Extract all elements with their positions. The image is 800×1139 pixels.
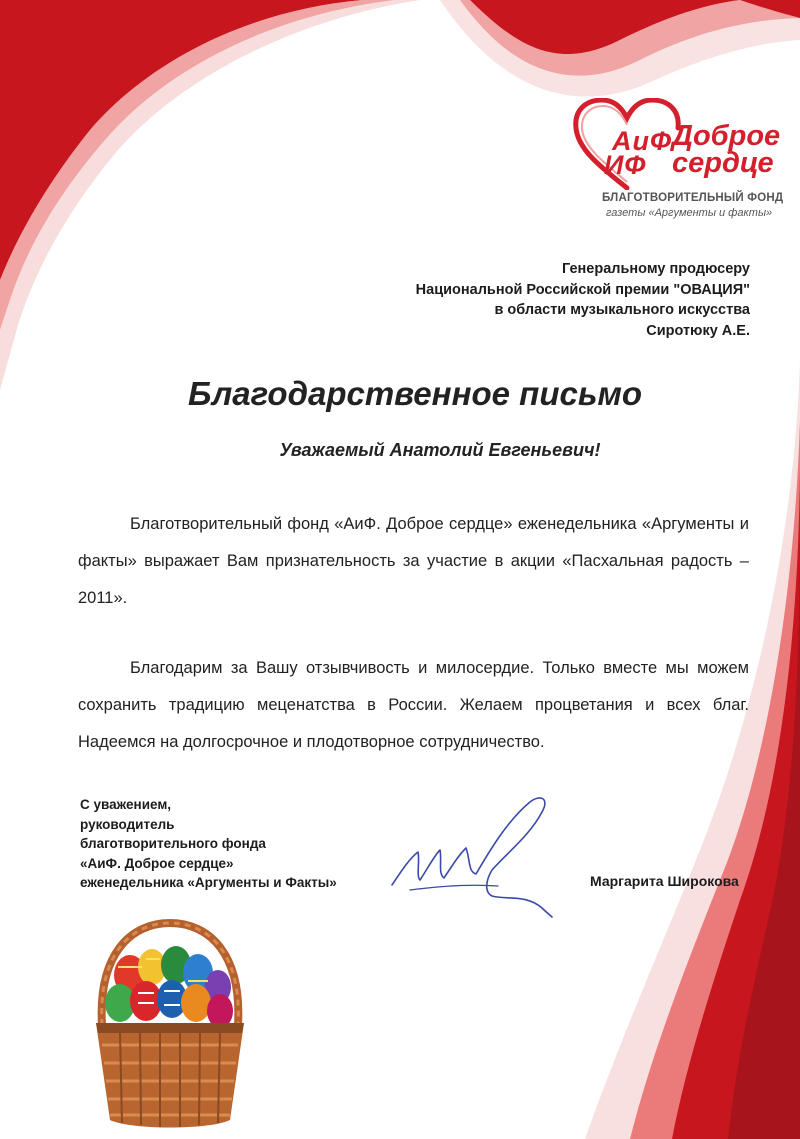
handwritten-signature (380, 790, 560, 920)
foundation-logo (572, 92, 794, 222)
logo-mark-bottom: ИФ (604, 150, 647, 180)
closing-line: «АиФ. Доброе сердце» (80, 855, 234, 871)
closing-line: С уважением, (80, 797, 172, 812)
logo-subtitle-newspaper: газеты «Аргументы и факты» (606, 207, 773, 219)
letter-paragraph-1: Благотворительный фонд «АиФ. Доброе сердце» еженедельника «Аргументы и факты» выражает Вам признательность за участие в акции «Пасхальная радость – 2011». (78, 515, 749, 607)
letter-paragraph-2: Благодарим за Вашу отзывчивость и милосердие. Только вместе мы можем сохранить традицию меценатства в России. Желаем процветания и всех благ. Надеемся на долгосрочное и плодотворное сотрудничество. (78, 659, 749, 751)
recipient-name: Сиротюку А.Е. (646, 322, 750, 339)
signer-name: Маргарита Широкова (590, 873, 739, 889)
closing-line: благотворительного фонда (80, 836, 266, 851)
recipient-line: в области музыкального искусства (494, 302, 750, 318)
closing-block (80, 795, 337, 893)
closing-line: еженедельника «Аргументы и Факты» (80, 875, 337, 890)
logo-brand-line1: Доброе (672, 120, 781, 152)
closing-line: руководитель (80, 816, 175, 832)
logo-subtitle: БЛАГОТВОРИТЕЛЬНЫЙ ФОНД (602, 192, 784, 204)
letter-greeting: Уважаемый Анатолий Евгеньевич! (279, 440, 601, 460)
letter-title: Благодарственное письмо (187, 375, 643, 412)
recipient-line: Национальной Российской премии "ОВАЦИЯ" (415, 281, 750, 298)
logo-mark-top: АиФ (612, 126, 673, 156)
recipient-line: Генеральному продюсеру (561, 261, 750, 277)
logo-brand-line2: сердце (672, 147, 774, 179)
recipient-block (330, 259, 750, 341)
easter-basket-illustration (90, 915, 250, 1135)
